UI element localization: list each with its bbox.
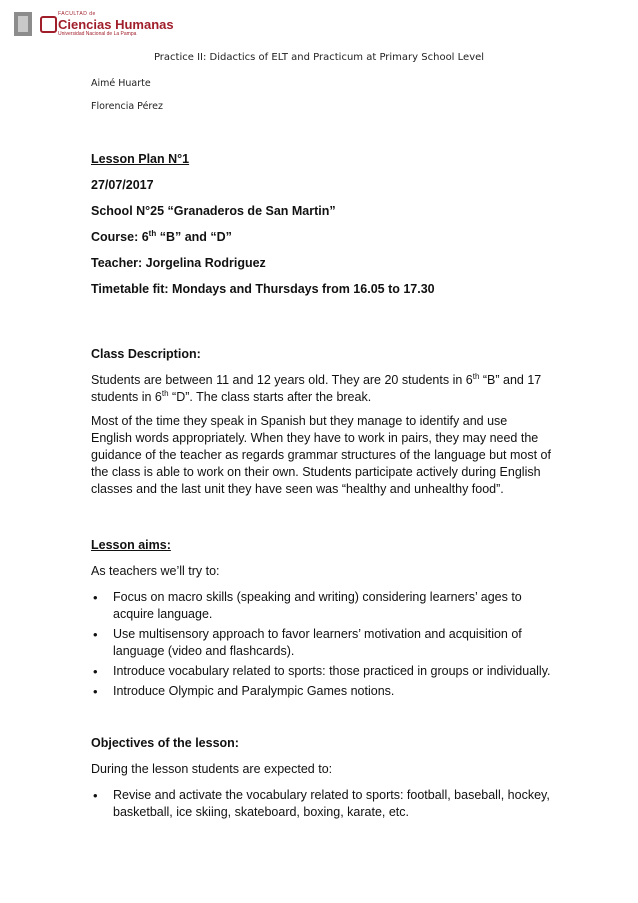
class-description-section <box>91 346 551 498</box>
list-item: • Revise and activate the vocabulary related to sports: football, baseball, hockey, basketball, ice skiing, skateboard, boxing, karate, etc. <box>91 787 551 821</box>
course-suffix: “B” and “D” <box>156 230 232 244</box>
lesson-plan-title: Lesson Plan N°1 <box>91 152 190 166</box>
school-name: School N°25 “Granaderos de San Martin” <box>91 204 336 218</box>
author-2: Florencia Pérez <box>91 101 163 112</box>
faculty-logo <box>14 12 184 42</box>
timetable: Timetable fit: Mondays and Thursdays from 16.05 to 17.30 <box>91 282 435 296</box>
course-sup: th <box>148 228 157 238</box>
list-item: • Introduce vocabulary related to sports: those practiced in groups or individually. <box>91 663 551 680</box>
lesson-aims-heading-text: Lesson aims: <box>91 538 171 552</box>
lesson-aims-list <box>91 589 551 700</box>
p1-sup-1: th <box>472 371 480 381</box>
teacher-name: Teacher: Jorgelina Rodriguez <box>91 256 266 270</box>
logo-text <box>58 12 174 37</box>
list-item: • Introduce Olympic and Paralympic Games notions. <box>91 683 551 700</box>
author-1: Aimé Huarte <box>91 78 151 89</box>
objectives-section <box>91 735 551 824</box>
lesson-aims-section <box>91 537 551 703</box>
logo-line-3: Universidad Nacional de La Pampa <box>58 31 137 37</box>
objectives-intro: During the lesson students are expected to: <box>91 762 333 776</box>
p1-part-b: “B” and 17 students in 6 <box>91 373 542 404</box>
faculty-seal-icon <box>40 16 57 33</box>
logo-line-2: Ciencias Humanas <box>58 17 174 32</box>
lesson-aims-intro: As teachers we’ll try to: <box>91 564 220 578</box>
course-info <box>91 229 551 246</box>
lesson-aims-heading <box>91 537 551 554</box>
p1-part-c: “D”. The class starts after the break. <box>168 390 372 404</box>
logo-line-1: FACULTAD de <box>58 11 96 17</box>
objectives-heading: Objectives of the lesson: <box>91 736 239 750</box>
class-description-heading: Class Description: <box>91 347 201 361</box>
course-prefix: Course: 6 <box>91 230 149 244</box>
list-item: • Focus on macro skills (speaking and writing) considering learners’ ages to acquire language. <box>91 589 551 623</box>
class-description-p2: Most of the time they speak in Spanish but they manage to identify and use English words appropriately. When they have to work in pairs, they may need the guidance of the teacher as regards grammar structures of the language but most of the class is able to work on their own. Students participate actively during English classes and the last unit they have seen was “healthy and unhealthy food”. <box>91 414 551 496</box>
objectives-list <box>91 787 551 821</box>
university-emblem-icon <box>14 12 32 36</box>
lesson-plan-details <box>91 151 551 298</box>
page-header-title: Practice II: Didactics of ELT and Practicum at Primary School Level <box>153 52 485 63</box>
class-description-p1 <box>91 372 551 406</box>
lesson-date: 27/07/2017 <box>91 178 154 192</box>
p1-part-a: Students are between 11 and 12 years old. They are 20 students in 6 <box>91 373 473 387</box>
p1-sup-2: th <box>161 388 169 398</box>
list-item: • Use multisensory approach to favor learners’ motivation and acquisition of language (video and flashcards). <box>91 626 551 660</box>
